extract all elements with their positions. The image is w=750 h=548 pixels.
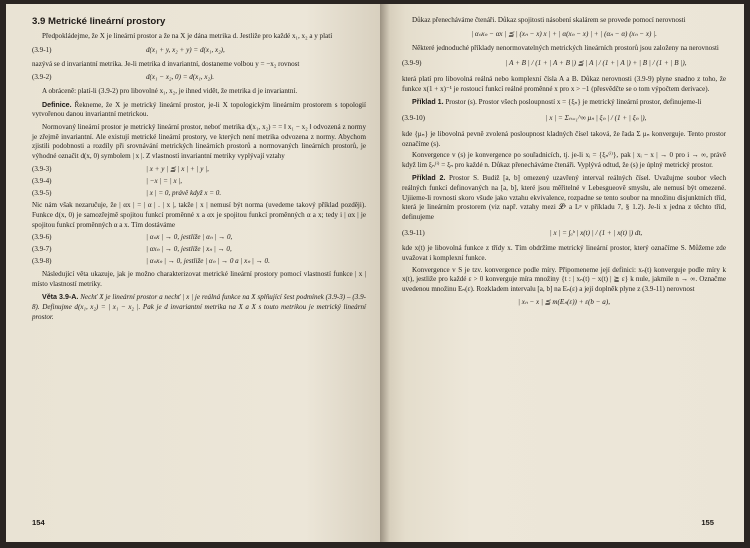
page-number: 154 bbox=[32, 518, 45, 528]
equation-number: (3.9-7) bbox=[32, 245, 52, 254]
equation-expression: | αxₙ | → 0, jestliže | xₙ | → 0, bbox=[146, 245, 232, 254]
paragraph: kde x(t) je libovolná funkce z třídy x. Tím obdržíme metrický lineární prostor, který označíme S. Můžeme zde uvažovat i komplexní funkce. bbox=[402, 244, 726, 262]
equation-expression: d(x₁ + y, x₂ + y) = d(x₁, x₂), bbox=[146, 45, 225, 54]
right-page bbox=[380, 4, 744, 542]
equation bbox=[402, 298, 726, 308]
theorem-text: Nechť X je lineární prostor a nechť | x | je reálná funkce na X splňující šest podmínek (3.9-3) – (3.9-8). Definujme d(x₁, x₂) = | x₁ − x₂ |. Pak je d invariantní metrika na X a X s touto metrikou je metrický lineární prostor. bbox=[32, 293, 366, 321]
equation-number: (3.9-2) bbox=[32, 73, 52, 82]
paragraph: A obráceně: platí-li (3.9-2) pro libovolné x₁, x₂, je ihned vidět, že metrika d je invariantní. bbox=[42, 87, 298, 96]
paragraph: Některé jednoduché příklady nenormovatelných metrických lineárních prostorů jsou založeny na nerovnosti bbox=[412, 43, 719, 52]
equation-number: (3.9-5) bbox=[32, 188, 52, 197]
equation bbox=[32, 233, 366, 243]
equation-expression: | −x | = | x |, bbox=[146, 176, 183, 185]
paragraph: Předpokládejme, že X je lineární prostor a že na X je dána metrika d. Jestliže pro každé x₁, x₂ a y platí bbox=[42, 32, 333, 40]
paragraph: kde {μₙ} je libovolná pevně zvolená posloupnost kladných čísel taková, že řada Σ μₙ konverguje. Tento prostor označíme (s). bbox=[402, 129, 726, 148]
definition bbox=[32, 101, 366, 120]
equation-number: (3.9-9) bbox=[402, 59, 422, 68]
definition-text: Řekneme, že X je metrický lineární prostor, je-li X topologickým lineárním prostorem s topologií vytvořenou danou invariantní metrickou. bbox=[32, 100, 366, 119]
equation-expression: | x + y | ≦ | x | + | y |, bbox=[146, 164, 209, 173]
example-text: Prostor (s). Prostor všech posloupností x = {ξₙ} je metrický lineární prostor, definujeme-li bbox=[443, 98, 702, 107]
equation bbox=[32, 176, 366, 186]
book-spread bbox=[6, 4, 744, 542]
equation bbox=[32, 188, 366, 198]
equation bbox=[402, 228, 726, 238]
equation bbox=[32, 245, 366, 255]
paragraph: která platí pro libovolná reálná nebo komplexní čísla A a B. Důkaz nerovnosti (3.9-9) plyne snadno z toho, že funkce x(1 + x)⁻¹ je rostoucí funkcí reálné proměnné x pro x > −1 (přesvědčte se o tom výpočtem derivace). bbox=[402, 75, 726, 93]
equation-expression: | x | = ∫ₐᵇ | x(t) | / (1 + | x(t) |) dt, bbox=[549, 228, 643, 237]
equation-expression: | xₙ − x | ≦ m(Eₙ(ε)) + ε(b − a), bbox=[518, 298, 610, 307]
equation-group bbox=[32, 164, 366, 198]
left-page bbox=[6, 4, 380, 542]
equation bbox=[32, 73, 366, 83]
equation-number: (3.9-3) bbox=[32, 164, 52, 173]
theorem-label: Věta 3.9-A. bbox=[42, 293, 79, 302]
equation bbox=[32, 164, 366, 174]
equation-expression: | A + B | / (1 + | A + B |) ≦ | A | / (1 + | A |) + | B | / (1 + | B |), bbox=[505, 59, 687, 68]
equation bbox=[402, 30, 726, 40]
equation-expression: | αₙxₙ − αx | ≦ | (xₙ − x) x | + | α(xₙ − x) | + | (αₙ − α) (xₙ − x) |. bbox=[471, 29, 657, 38]
paragraph: Konvergence v S je tzv. konvergence podle míry. Připomeneme její definici: xₙ(t) konverguje podle míry k x(t), jestliže pro každé ε > 0 konverguje míra množiny {t : | xₙ(t) − x(t) | ≧ ε} k nule, jakmile n → ∞. Označme uvedenou množinu Eₙ(ε). Rozkladem intervalu [a, b] na Eₙ(ε) a její doplněk plyne z (3.9-11) nerovnost bbox=[402, 265, 726, 293]
paragraph: Normovaný lineární prostor je metrický lineární prostor, neboť metrika d(x₁, x₂) = = ‖ x₁ − x₂ ‖ odvozená z normy je zřejmě invariantní. Ale existují metrické lineární prostory, ve kterých není metrika odvozena z normy. Abychom zjistili podobnosti a rozdíly při srovnávání metrických lineárních prostorů a normovaných lineárních prostorů, je výhodné označit d(x, 0) symbolem | x |. Z vlastností invariantní metriky vyplývají vztahy bbox=[32, 122, 366, 160]
example-label: Příklad 2. bbox=[412, 174, 446, 183]
equation-group bbox=[32, 233, 366, 267]
equation-expression: | αₙxₙ | → 0, jestliže | αₙ | → 0 a | xₙ | → 0. bbox=[146, 257, 270, 266]
example-label: Příklad 1. bbox=[412, 98, 444, 107]
example-text: Prostor S. Budiž [a, b] omezený uzavřený interval reálných čísel. Uvažujme soubor všech reálných funkcí definovaných na [a, b], které jsou měřitelné v Lebesgueově smyslu, ale nemusí být omezené. Ujiieme-li rovnosti skoro všude jako vztahu ekvivalence, rozpadne se tento soubor na množinu disjunktních tříd, která je lineárním prostorem (viz např. vztahy mezi 𝓛ᵖ a Lᵖ v příkladu 7, § 1.2). Je-li x jedna z těchto tříd, definujeme bbox=[402, 174, 726, 221]
paragraph: Důkaz přenecháváme čtenáři. Důkaz spojitosti násobení skalárem se provede pomocí nerovnosti bbox=[412, 16, 686, 24]
equation-expression: | x | = 0, právě když x = 0. bbox=[146, 188, 222, 197]
equation bbox=[402, 59, 726, 69]
paragraph: Konvergence v (s) je konvergence po souřadnicích, tj. je-li xᵢ = {ξₙ⁽ⁱ⁾}, pak | xᵢ − x | → 0 pro i → ∞, právě když lim ξₙ⁽ⁱ⁾ = ξₙ pro každé n. Důkaz přenecháváme čtenáři. Vyplývá odtud, že (s) je úplný metrický prostor. bbox=[402, 151, 726, 169]
section-heading: 3.9 Metrické lineární prostory bbox=[32, 16, 166, 27]
theorem bbox=[32, 293, 366, 322]
equation-number: (3.9-8) bbox=[32, 257, 52, 266]
equation-number: (3.9-6) bbox=[32, 233, 52, 242]
equation-number: (3.9-11) bbox=[402, 228, 425, 237]
paragraph: nazývá se d invariantní metrika. Je-li metrika d invariantní, dostaneme volbou y = −x₂ rovnost bbox=[32, 59, 300, 68]
definition-label: Definice. bbox=[42, 100, 72, 109]
equation bbox=[402, 114, 726, 124]
equation-expression: d(x₁ − x₂, 0) = d(x₁, x₂). bbox=[146, 73, 215, 82]
paragraph: Nic nám však nezaručuje, že | αx | = | α | . | x |, takže | x | nemusí být norma (uvedeme takový příklad později). Funkce d(x, 0) je samozřejmě spojitou funkcí proměnné x a αx je spojitou funkcí proměnných α a x; tedy i | αx | je spojitou funkcí proměnných α a x. Tím dostáváme bbox=[32, 201, 366, 229]
equation-expression: | αₙx | → 0, jestliže | αₙ | → 0, bbox=[146, 233, 233, 242]
page-number: 155 bbox=[701, 518, 714, 528]
equation-number: (3.9-10) bbox=[402, 114, 426, 123]
equation-number: (3.9-4) bbox=[32, 176, 52, 185]
equation bbox=[32, 46, 366, 56]
paragraph: Následující věta ukazuje, jak je možno charakterizovat metrické lineární prostory pomocí vlastností funkce | x | místo vlastností metriky. bbox=[32, 270, 366, 288]
equation bbox=[32, 257, 366, 267]
equation-expression: | x | = Σₙ₌₁^∞ μₙ | ξₙ | / (1 + | ξₙ |), bbox=[545, 114, 647, 123]
example bbox=[402, 98, 726, 108]
equation-number: (3.9-1) bbox=[32, 45, 52, 54]
example bbox=[402, 174, 726, 222]
